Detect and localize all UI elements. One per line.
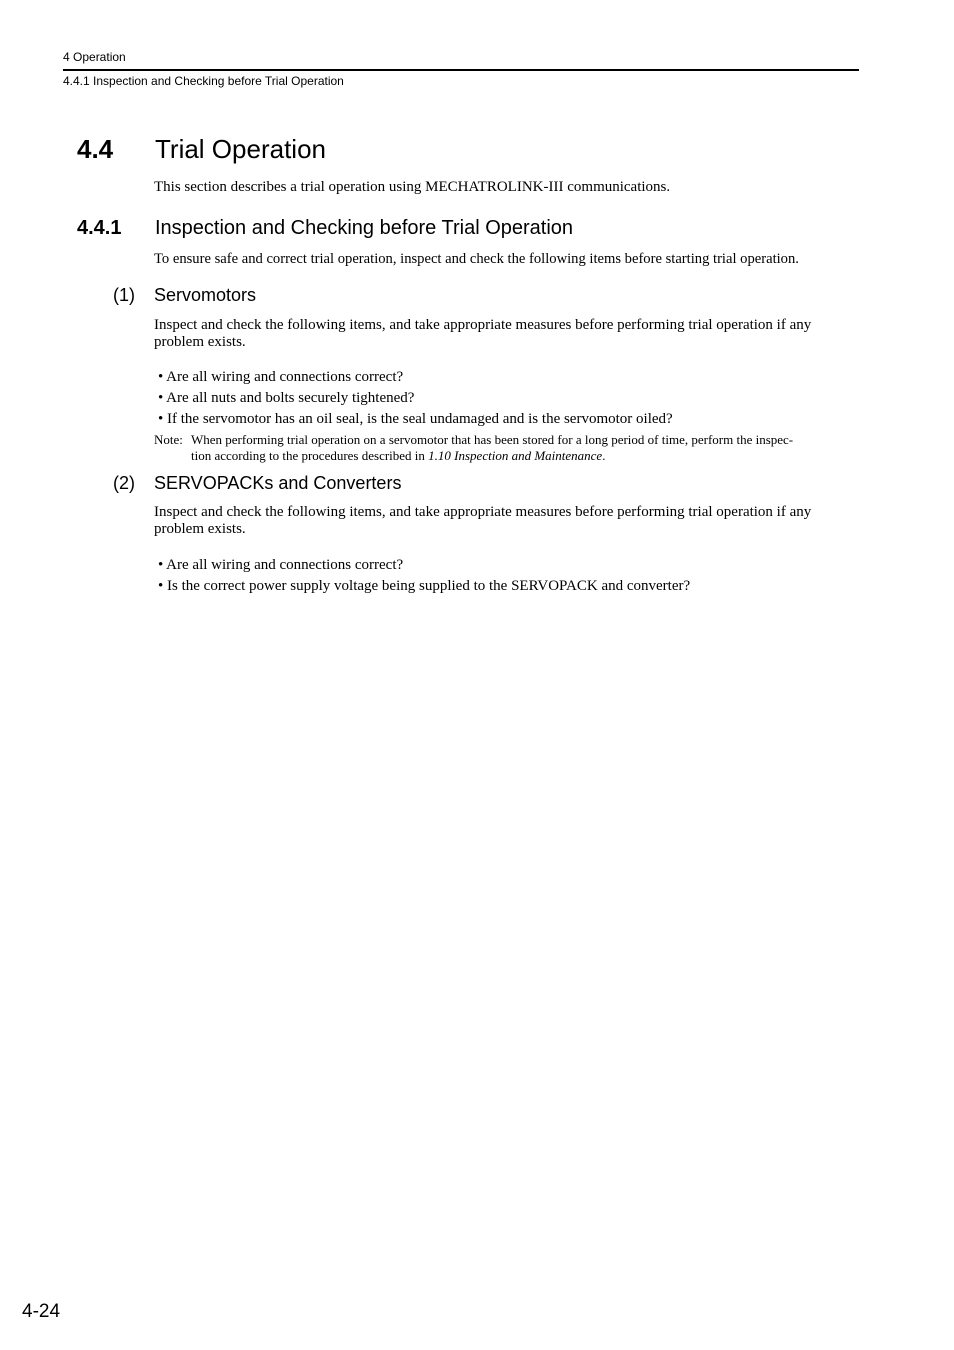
subsection-intro: To ensure safe and correct trial operation, inspect and check the following items before starting trial operation. (154, 251, 799, 267)
note-text: tion according to the procedures described in (191, 448, 429, 463)
item-number: (1) (113, 285, 135, 305)
header-rule (63, 69, 859, 71)
page-number: 4-24 (22, 1301, 61, 1322)
subsection-heading (77, 215, 573, 241)
note-end: . (602, 448, 606, 463)
item-intro: Inspect and check the following items, and take appropriate measures before performing trial operation if any problem exists. (154, 317, 812, 350)
item-title: Servomotors (154, 285, 257, 305)
subsection-number: 4.4.1 (77, 217, 122, 239)
running-head-section: 4.4.1 Inspection and Checking before Trial Operation (63, 74, 344, 88)
list-item: • Is the correct power supply voltage being supplied to the SERVOPACK and converter? (158, 578, 691, 594)
list-item: • Are all nuts and bolts securely tightened? (158, 390, 415, 406)
item-intro: Inspect and check the following items, and take appropriate measures before performing trial operation if any problem exists. (154, 504, 812, 537)
list-item: • If the servomotor has an oil seal, is the seal undamaged and is the servomotor oiled? (158, 411, 673, 427)
note (154, 432, 860, 464)
subsection-title: Inspection and Checking before Trial Operation (155, 217, 574, 239)
running-head (63, 50, 859, 88)
servomotor-checklist (158, 367, 673, 430)
note-text: When performing trial operation on a servomotor that has been stored for a long period of time, perform the inspec- (191, 432, 794, 447)
list-item: • Are all wiring and connections correct? (158, 369, 404, 385)
note-label: Note: (154, 432, 183, 447)
section-number: 4.4 (77, 134, 114, 164)
running-head-chapter: 4 Operation (63, 50, 126, 64)
section-heading (77, 133, 326, 165)
item-title: SERVOPACKs and Converters (154, 473, 402, 493)
list-item: • Are all wiring and connections correct? (158, 557, 404, 573)
item-heading-servomotors (113, 284, 256, 306)
note-reference: 1.10 Inspection and Maintenance (428, 448, 603, 463)
item-heading-servopacks (113, 472, 401, 494)
section-title: Trial Operation (155, 134, 326, 164)
item-number: (2) (113, 473, 135, 493)
servopack-checklist (158, 555, 690, 597)
section-intro: This section describes a trial operation using MECHATROLINK-III communications. (154, 179, 671, 195)
